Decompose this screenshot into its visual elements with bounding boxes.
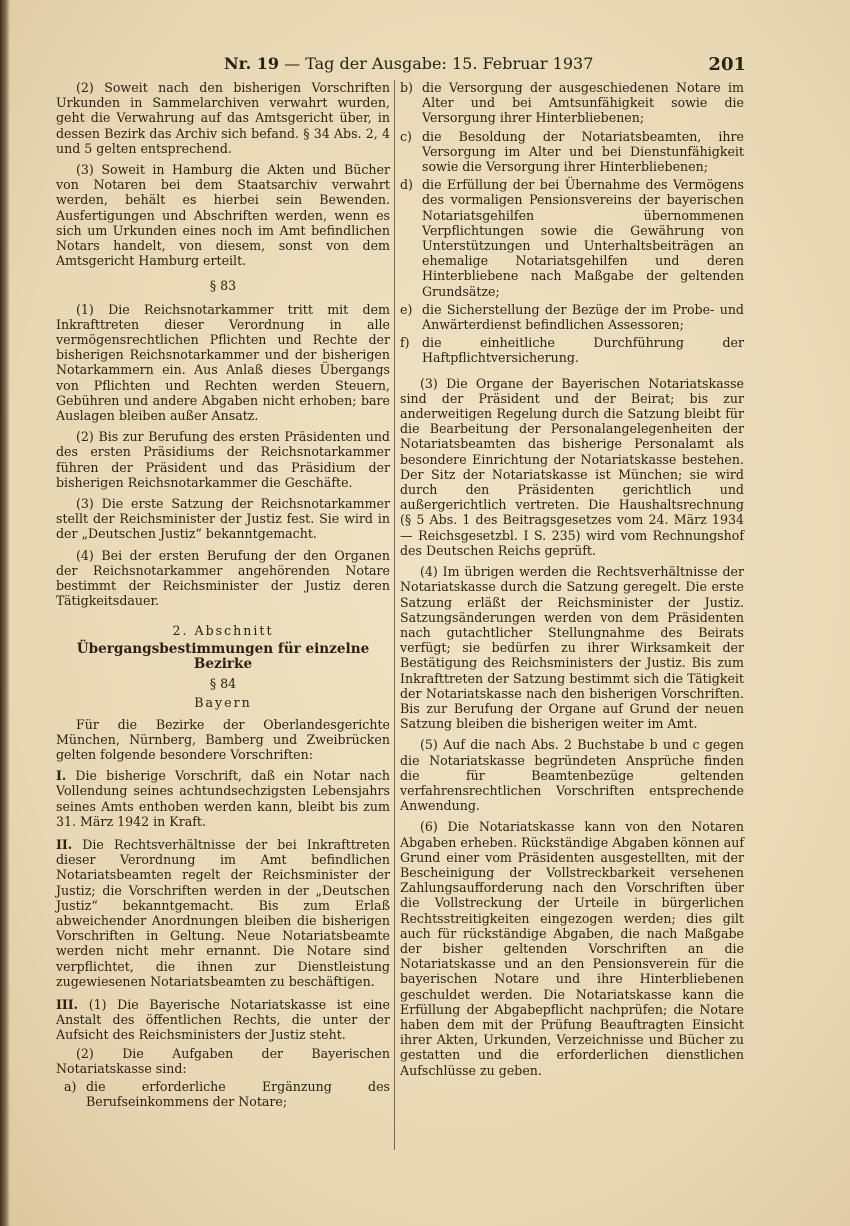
list-item-f [400,335,744,365]
list-item-c [400,129,744,175]
chapter-title: Übergangsbestimmungen für einzelne Bezirke [76,640,370,672]
list-text: die Sicherstellung der Bezüge der im Probe- und Anwärterdienst befindlichen Assessoren; [422,301,744,333]
list-label: b) [400,80,413,95]
issue-date: Tag der Ausgabe: 15. Februar 1937 [305,54,594,73]
paragraph: (4) Bei der ersten Berufung der den Organen der Reichsnotarkammer angehörenden Notare bestimmt der Reichsminister der Justiz deren Tätigkeitsdauer. [56,547,390,609]
chapter-heading: 2. Abschnitt [172,622,274,638]
list-text: die erforderliche Ergänzung des Berufseinkommens der Notare; [86,1078,390,1110]
paragraph: (3) Die erste Satzung der Reichsnotarkammer stellt der Reichsminister der Justiz fest. Sie wird in der „Deutschen Justiz“ bekanntgemacht. [56,496,390,542]
list-text: die Versorgung der ausgeschiedenen Notare im Alter und bei Amtsunfähigkeit sowie die Versorgung ihrer Hinterbliebenen; [422,80,744,126]
header-dash: — [284,54,301,73]
roman-item-text: Die bisherige Vorschrift, daß ein Notar nach Vollendung seines achtundsechzigsten Lebensjahrs seines Amts enthoben werden kann, bleibt bis zum 31. März 1942 in Kraft. [56,768,390,829]
paragraph: (6) Die Notariatskasse kann von den Notaren Abgaben erheben. Rückständige Abgaben können auf Grund einer vom Präsidenten ausgestellten, mit der Bescheinigung der Vollstreckbarkeit versehenen Zahlungsaufforderung nach den Vorschriften über die Vollstreckung der Urteile in bürgerlichen Rechtsstreitigkeiten eingezogen werden; dies gilt auch für rückständige Abgaben, die nach Maßgabe der bisher geltenden Vorschriften an die Notariatskasse und an den Pensionsverein für die bayerischen Notare und ihre Hinterbliebenen geschuldet werden. Die Notariatskasse kann die Erfüllung der Abgabepflicht nachprüfen; die Notare haben dem mit der Prüfung Beauftragten Einsicht ihrer Akten, Urkunden, Verzeichnisse und Bücher zu gestatten und die erforderlichen dienstlichen Aufschlüsse zu geben. [400,819,744,1078]
roman-item-text: Die Rechtsverhältnisse der bei Inkrafttreten dieser Verordnung im Amt befindlichen Notariatsbeamten regelt der Reichsminister der Justiz; die Vorschriften werden in der „Deutschen Justiz“ bekanntgemacht. Bis zum Erlaß abweichender Anordnungen bleiben die bisherigen Vorschriften in Geltung. Neue Notariatsbeamte werden nicht mehr ernannt. Die Notare sind verpflichtet, die ihnen zur Dienstleistung zugewiesenen Notariatsbeamten zu beschäftigen. [56,836,390,989]
paragraph: (2) Soweit nach den bisherigen Vorschriften Urkunden in Sammelarchiven verwahrt wurden, geht die Verwahrung auf das Amtsgericht über, in dessen Bezirk das Archiv sich befand. § 34 Abs. 2, 4 und 5 gelten entsprechend. [56,80,390,156]
list-item-d [400,177,744,299]
roman-numeral: II. [56,836,73,852]
list-item-a [64,1079,390,1109]
list-label: e) [400,301,413,317]
roman-item-1 [56,768,390,829]
paragraph: (4) Im übrigen werden die Rechtsverhältnisse der Notariatskasse durch die Satzung geregelt. Die erste Satzung erläßt der Reichsminister der Justiz. Satzungsänderungen werden von dem Präsidenten nach gutachtlicher Stellungnahme des Beirats verfügt; sie bedürfen zu ihrer Wirksamkeit der Bestätigung des Reichsministers der Justiz. Bis zum Inkrafttreten der Satzung bestimmt sich die Tätigkeit der Notariatskasse nach den bisherigen Vorschriften. Bis zur Berufung der Organe auf Grund der neuen Satzung bleiben die bisherigen weiter im Amt. [400,564,744,732]
section-heading-83: § 83 [209,278,237,294]
list-label: f) [400,335,410,351]
paragraph: (2) Die Aufgaben der Bayerischen Notariatskasse sind: [56,1045,390,1076]
column-divider [394,80,395,1150]
roman-numeral: I. [56,768,67,784]
paragraph: (5) Auf die nach Abs. 2 Buchstabe b und c gegen die Notariatskasse begründeten Ansprüche finden die für Beamtenbezüge geltenden verfahrensrechtlichen Vorschriften entsprechende Anwendung. [400,737,744,814]
page-number: 201 [708,54,746,75]
left-column [56,80,390,1112]
paragraph: (3) Die Organe der Bayerischen Notariatskasse sind der Präsident und der Beirat; bis zur anderweitigen Regelung durch die Satzung bleibt für die Bearbeitung der Personalangelegenheiten der Notariatsbeamten das bisherige Personalamt als besondere Einrichtung der Notariatskasse bestehen. Der Sitz der Notariatskasse ist München; sie wird durch den Präsidenten gerichtlich und außergerichtlich vertreten. Die Haushaltsrechnung (§ 5 Abs. 1 des Beitragsgesetzes vom 24. März 1934 — Reichsgesetzbl. I S. 235) wird vom Rechnungshof des Deutschen Reichs geprüft. [400,375,744,558]
header-issue-date [224,54,593,73]
list-item-e [400,302,744,332]
list-text: die einheitliche Durchführung der Haftpflichtversicherung. [422,335,744,366]
region-heading: Bayern [194,695,252,711]
paragraph: Für die Bezirke der Oberlandesgerichte München, Nürnberg, Bamberg und Zweibrücken gelten folgende besondere Vorschriften: [56,716,390,762]
issue-number: Nr. 19 [224,54,279,73]
paragraph: (2) Bis zur Berufung des ersten Präsidenten und des ersten Präsidiums der Reichsnotarkammer führen der Präsident und das Präsidium der bisherigen Reichsnotarkammer die Geschäfte. [56,429,390,490]
list-label: c) [400,128,412,144]
roman-item-3 [56,997,390,1043]
roman-item-text: (1) Die Bayerische Notariatskasse ist eine Anstalt des öffentlichen Rechts, die unter der Aufsicht des Reichsministers der Justiz steht. [56,996,390,1043]
roman-numeral: III. [56,996,79,1012]
list-text: die Erfüllung der bei Übernahme des Vermögens des vormaligen Pensionsvereins der bayerischen Notariatsgehilfen übernommenen Verpflichtungen sowie die Gewährung von Unterstützungen und Unterhaltsbeiträgen an ehemalige Notariatsgehilfen und deren Hinterbliebene nach Maßgabe der geltenden Grundsätze; [422,177,744,299]
list-item-b [400,80,744,126]
paragraph: (1) Die Reichsnotarkammer tritt mit dem Inkrafttreten dieser Verordnung in alle vermögensrechtlichen Pflichten und Rechte der bisherigen Reichsnotarkammer und der bisherigen Notarkammern ein. Aus Anlaß dieses Übergangs von Pflichten und Rechten werden Steuern, Gebühren und andere Abgaben nicht erhoben; bare Auslagen bleiben außer Ansatz. [56,301,390,424]
list-label: d) [400,177,413,193]
list-label: a) [64,1078,77,1094]
right-column [400,80,744,1084]
paragraph: (3) Soweit in Hamburg die Akten und Bücher von Notaren bei dem Staatsarchiv verwahrt werden, behält es hierbei sein Bewenden. Ausfertigungen und Abschriften werden, wenn es sich um Urkunden eines noch im Amt befindlichen Notars handelt, von diesem, sonst von dem Amtsgericht Hamburg erteilt. [56,162,390,269]
section-heading-84: § 84 [209,676,237,692]
list-text: die Besoldung der Notariatsbeamten, ihre Versorgung im Alter und bei Dienstunfähigkeit sowie die Versorgung ihrer Hinterbliebenen; [422,128,744,175]
roman-item-2 [56,837,390,989]
page-header [200,52,760,82]
